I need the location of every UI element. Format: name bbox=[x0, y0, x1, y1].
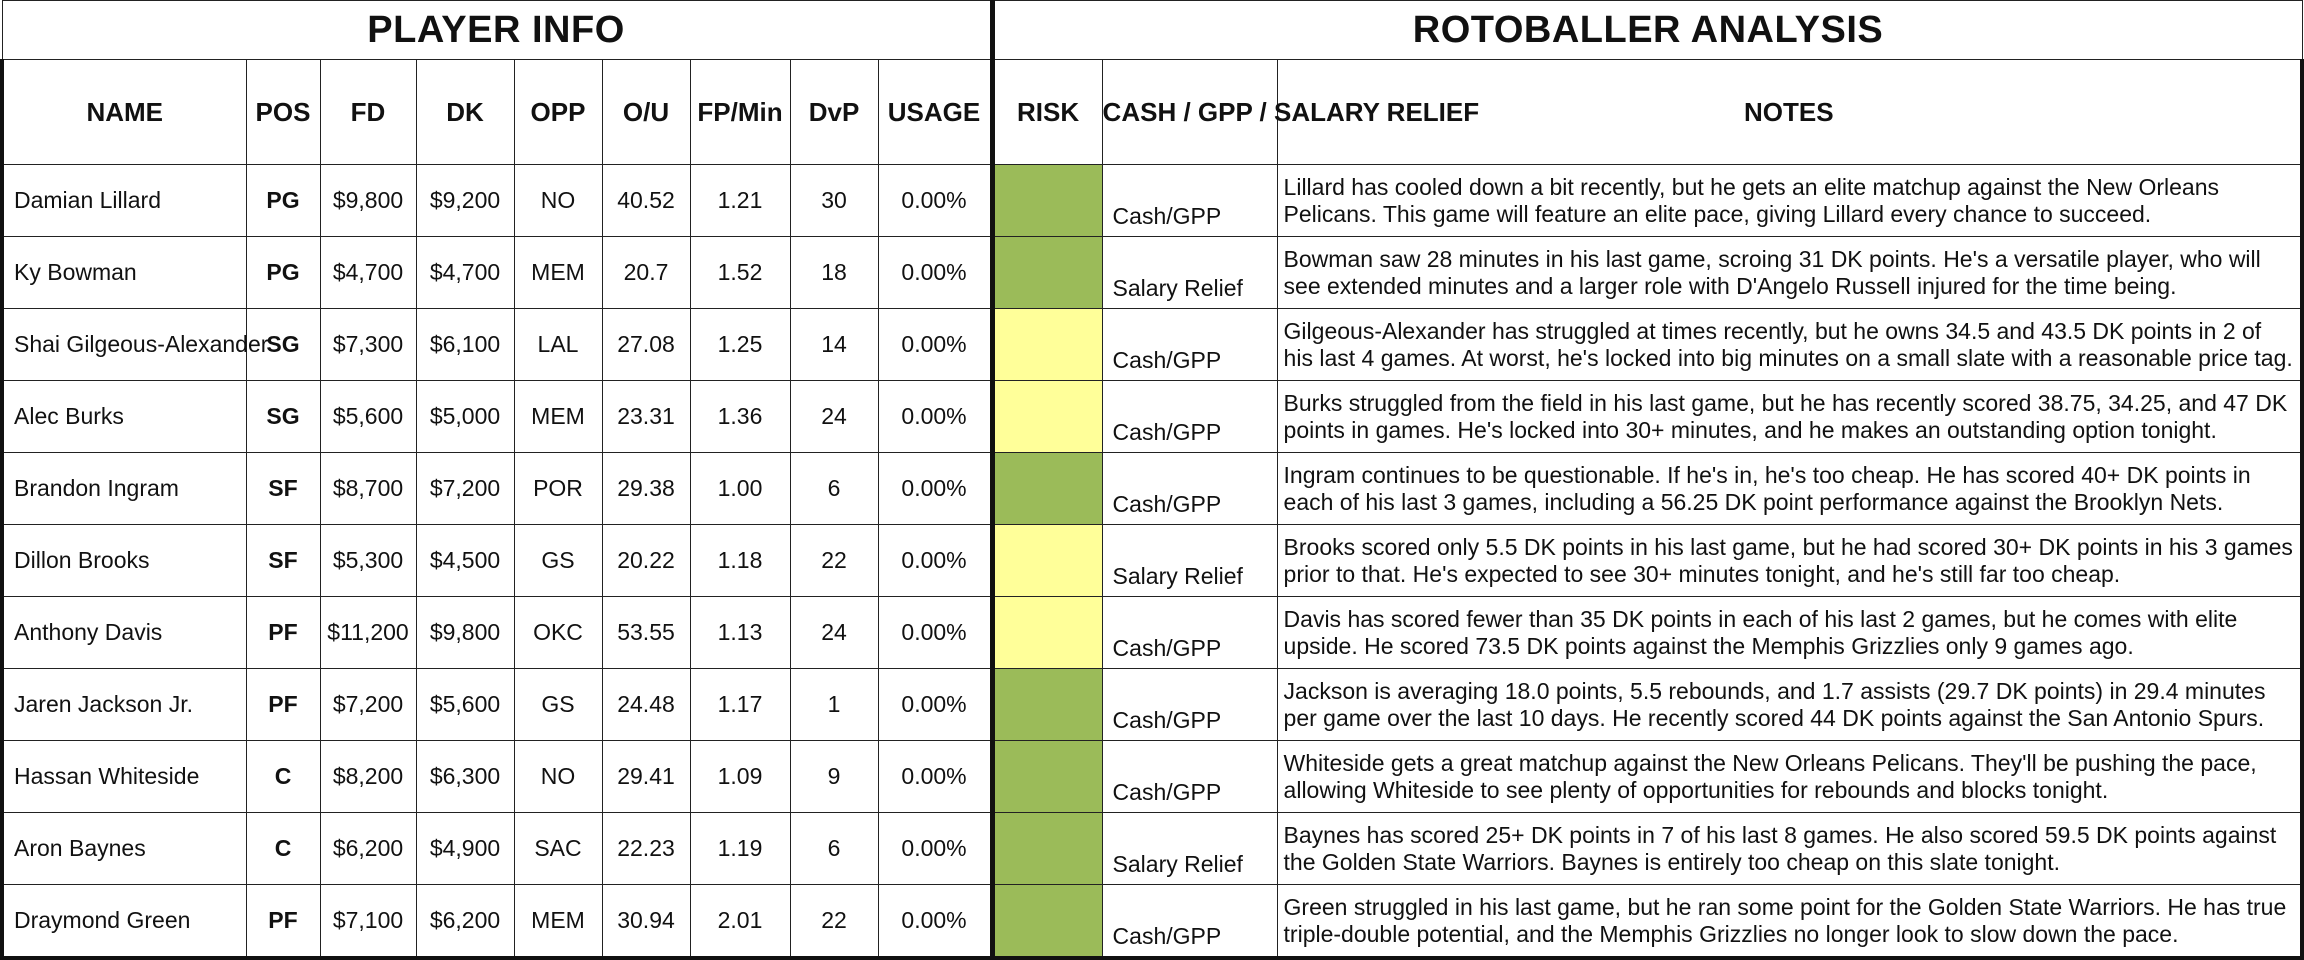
player-name: Aron Baynes bbox=[2, 813, 246, 885]
fd-salary: $7,200 bbox=[320, 669, 416, 741]
risk-fill bbox=[995, 597, 1102, 668]
table-row bbox=[2, 381, 2302, 453]
dvp-rank: 24 bbox=[790, 597, 878, 669]
risk-indicator bbox=[992, 597, 1102, 669]
risk-indicator bbox=[992, 453, 1102, 525]
risk-indicator bbox=[992, 813, 1102, 885]
dvp-rank: 14 bbox=[790, 309, 878, 381]
player-name: Damian Lillard bbox=[2, 165, 246, 237]
player-position: SG bbox=[246, 381, 320, 453]
dvp-rank: 6 bbox=[790, 453, 878, 525]
table-row bbox=[2, 813, 2302, 885]
risk-indicator bbox=[992, 237, 1102, 309]
risk-indicator bbox=[992, 381, 1102, 453]
risk-fill bbox=[995, 669, 1102, 740]
dvp-rank: 30 bbox=[790, 165, 878, 237]
strategy-tag: Cash/GPP bbox=[1102, 885, 1277, 959]
strategy-tag: Cash/GPP bbox=[1102, 165, 1277, 237]
over-under: 20.22 bbox=[602, 525, 690, 597]
fp-per-min: 1.52 bbox=[690, 237, 790, 309]
analysis-notes: Bowman saw 28 minutes in his last game, scroing 31 DK points. He's a versatile player, who will see extended minutes and a larger role with D'Angelo Russell injured for the time being. bbox=[1277, 237, 2302, 309]
strategy-tag: Salary Relief bbox=[1102, 237, 1277, 309]
fd-salary: $6,200 bbox=[320, 813, 416, 885]
col-header-notes: NOTES bbox=[1277, 60, 2302, 165]
strategy-tag: Cash/GPP bbox=[1102, 669, 1277, 741]
risk-indicator bbox=[992, 741, 1102, 813]
usage-rate: 0.00% bbox=[878, 597, 992, 669]
strategy-tag: Cash/GPP bbox=[1102, 741, 1277, 813]
col-header-fd: FD bbox=[320, 60, 416, 165]
strategy-tag: Salary Relief bbox=[1102, 525, 1277, 597]
player-name: Dillon Brooks bbox=[2, 525, 246, 597]
column-header-row bbox=[2, 60, 2302, 165]
dvp-rank: 9 bbox=[790, 741, 878, 813]
fd-salary: $9,800 bbox=[320, 165, 416, 237]
over-under: 30.94 bbox=[602, 885, 690, 959]
dk-salary: $4,700 bbox=[416, 237, 514, 309]
dvp-rank: 24 bbox=[790, 381, 878, 453]
col-header-name: NAME bbox=[2, 60, 246, 165]
fp-per-min: 1.09 bbox=[690, 741, 790, 813]
fd-salary: $4,700 bbox=[320, 237, 416, 309]
fd-salary: $7,100 bbox=[320, 885, 416, 959]
usage-rate: 0.00% bbox=[878, 741, 992, 813]
risk-fill bbox=[995, 381, 1102, 452]
dvp-rank: 22 bbox=[790, 885, 878, 959]
player-position: PG bbox=[246, 165, 320, 237]
fd-salary: $8,700 bbox=[320, 453, 416, 525]
strategy-tag: Cash/GPP bbox=[1102, 597, 1277, 669]
usage-rate: 0.00% bbox=[878, 453, 992, 525]
over-under: 29.38 bbox=[602, 453, 690, 525]
player-info-header: PLAYER INFO bbox=[2, 1, 992, 60]
col-header-risk: RISK bbox=[992, 60, 1102, 165]
fp-per-min: 1.25 bbox=[690, 309, 790, 381]
col-header-pos: POS bbox=[246, 60, 320, 165]
analysis-notes: Davis has scored fewer than 35 DK points in each of his last 2 games, but he comes with elite upside. He scored 73.5 DK points against the Memphis Grizzlies only 9 games ago. bbox=[1277, 597, 2302, 669]
dvp-rank: 6 bbox=[790, 813, 878, 885]
table-row bbox=[2, 309, 2302, 381]
analysis-notes: Whiteside gets a great matchup against the New Orleans Pelicans. They'll be pushing the pace, allowing Whiteside to see plenty of opportunities for rebounds and blocks tonight. bbox=[1277, 741, 2302, 813]
player-position: C bbox=[246, 813, 320, 885]
table-row bbox=[2, 885, 2302, 959]
table-row bbox=[2, 453, 2302, 525]
player-position: PG bbox=[246, 237, 320, 309]
player-name: Alec Burks bbox=[2, 381, 246, 453]
usage-rate: 0.00% bbox=[878, 309, 992, 381]
risk-fill bbox=[995, 309, 1102, 380]
over-under: 27.08 bbox=[602, 309, 690, 381]
dk-salary: $9,200 bbox=[416, 165, 514, 237]
analysis-notes: Lillard has cooled down a bit recently, but he gets an elite matchup against the New Orleans Pelicans. This game will feature an elite pace, giving Lillard every chance to succeed. bbox=[1277, 165, 2302, 237]
analysis-notes: Green struggled in his last game, but he ran some point for the Golden State Warriors. He has true triple-double potential, and the Memphis Grizzlies no longer look to slow down the pace. bbox=[1277, 885, 2302, 959]
dk-salary: $7,200 bbox=[416, 453, 514, 525]
fp-per-min: 1.21 bbox=[690, 165, 790, 237]
fp-per-min: 1.36 bbox=[690, 381, 790, 453]
col-header-ou: O/U bbox=[602, 60, 690, 165]
risk-fill bbox=[995, 741, 1102, 812]
fp-per-min: 1.18 bbox=[690, 525, 790, 597]
over-under: 22.23 bbox=[602, 813, 690, 885]
usage-rate: 0.00% bbox=[878, 525, 992, 597]
fd-salary: $7,300 bbox=[320, 309, 416, 381]
over-under: 29.41 bbox=[602, 741, 690, 813]
player-position: C bbox=[246, 741, 320, 813]
analysis-notes: Jackson is averaging 18.0 points, 5.5 rebounds, and 1.7 assists (29.7 DK points) in 29.4 minutes per game over the last 10 days. He recently scored 44 DK points against the San Antonio Spurs. bbox=[1277, 669, 2302, 741]
risk-fill bbox=[995, 525, 1102, 596]
section-header-row bbox=[2, 1, 2302, 60]
opponent: POR bbox=[514, 453, 602, 525]
table-row bbox=[2, 165, 2302, 237]
player-position: PF bbox=[246, 669, 320, 741]
fp-per-min: 1.19 bbox=[690, 813, 790, 885]
col-header-strategy: CASH / GPP / SALARY RELIEF bbox=[1102, 60, 1277, 165]
opponent: NO bbox=[514, 741, 602, 813]
risk-fill bbox=[995, 885, 1102, 956]
col-header-usage: USAGE bbox=[878, 60, 992, 165]
risk-fill bbox=[995, 453, 1102, 524]
usage-rate: 0.00% bbox=[878, 237, 992, 309]
fd-salary: $8,200 bbox=[320, 741, 416, 813]
fd-salary: $5,600 bbox=[320, 381, 416, 453]
player-position: SF bbox=[246, 525, 320, 597]
dk-salary: $4,900 bbox=[416, 813, 514, 885]
dvp-rank: 18 bbox=[790, 237, 878, 309]
usage-rate: 0.00% bbox=[878, 165, 992, 237]
usage-rate: 0.00% bbox=[878, 381, 992, 453]
risk-fill bbox=[995, 237, 1102, 308]
fd-salary: $5,300 bbox=[320, 525, 416, 597]
fd-salary: $11,200 bbox=[320, 597, 416, 669]
player-position: SG bbox=[246, 309, 320, 381]
usage-rate: 0.00% bbox=[878, 669, 992, 741]
analysis-notes: Brooks scored only 5.5 DK points in his last game, but he had scored 30+ DK points in his 3 games prior to that. He's expected to see 30+ minutes tonight, and he's still far too cheap. bbox=[1277, 525, 2302, 597]
analysis-notes: Baynes has scored 25+ DK points in 7 of his last 8 games. He also scored 59.5 DK points against the Golden State Warriors. Baynes is entirely too cheap on this slate tonight. bbox=[1277, 813, 2302, 885]
risk-indicator bbox=[992, 669, 1102, 741]
fp-per-min: 1.17 bbox=[690, 669, 790, 741]
player-name: Shai Gilgeous-Alexander bbox=[2, 309, 246, 381]
dvp-rank: 1 bbox=[790, 669, 878, 741]
usage-rate: 0.00% bbox=[878, 813, 992, 885]
opponent: LAL bbox=[514, 309, 602, 381]
analysis-header: ROTOBALLER ANALYSIS bbox=[992, 1, 2302, 60]
player-name: Brandon Ingram bbox=[2, 453, 246, 525]
player-rows bbox=[2, 165, 2302, 959]
fp-per-min: 1.13 bbox=[690, 597, 790, 669]
col-header-opp: OPP bbox=[514, 60, 602, 165]
over-under: 24.48 bbox=[602, 669, 690, 741]
player-position: PF bbox=[246, 597, 320, 669]
over-under: 23.31 bbox=[602, 381, 690, 453]
col-header-dk: DK bbox=[416, 60, 514, 165]
table-row bbox=[2, 597, 2302, 669]
dk-salary: $4,500 bbox=[416, 525, 514, 597]
table-row bbox=[2, 741, 2302, 813]
player-position: PF bbox=[246, 885, 320, 959]
over-under: 40.52 bbox=[602, 165, 690, 237]
analysis-notes: Burks struggled from the field in his last game, but he has recently scored 38.75, 34.25, and 47 DK points in games. He's locked into 30+ minutes, and he makes an outstanding option tonight. bbox=[1277, 381, 2302, 453]
analysis-notes: Ingram continues to be questionable. If he's in, he's too cheap. He has scored 40+ DK points in each of his last 3 games, including a 56.25 DK point performance against the Brooklyn Nets. bbox=[1277, 453, 2302, 525]
risk-indicator bbox=[992, 885, 1102, 959]
opponent: GS bbox=[514, 525, 602, 597]
strategy-tag: Cash/GPP bbox=[1102, 309, 1277, 381]
opponent: MEM bbox=[514, 885, 602, 959]
opponent: NO bbox=[514, 165, 602, 237]
dk-salary: $5,000 bbox=[416, 381, 514, 453]
opponent: MEM bbox=[514, 237, 602, 309]
risk-fill bbox=[995, 165, 1102, 236]
player-name: Anthony Davis bbox=[2, 597, 246, 669]
strategy-tag: Salary Relief bbox=[1102, 813, 1277, 885]
analysis-notes: Gilgeous-Alexander has struggled at times recently, but he owns 34.5 and 43.5 DK points in 2 of his last 4 games. At worst, he's locked into big minutes on a small slate with a reasonable price tag. bbox=[1277, 309, 2302, 381]
opponent: GS bbox=[514, 669, 602, 741]
risk-indicator bbox=[992, 165, 1102, 237]
dk-salary: $6,200 bbox=[416, 885, 514, 959]
risk-indicator bbox=[992, 525, 1102, 597]
table-row bbox=[2, 525, 2302, 597]
player-name: Ky Bowman bbox=[2, 237, 246, 309]
opponent: OKC bbox=[514, 597, 602, 669]
player-name: Jaren Jackson Jr. bbox=[2, 669, 246, 741]
usage-rate: 0.00% bbox=[878, 885, 992, 959]
risk-fill bbox=[995, 813, 1102, 884]
fp-per-min: 2.01 bbox=[690, 885, 790, 959]
dk-salary: $5,600 bbox=[416, 669, 514, 741]
player-name: Hassan Whiteside bbox=[2, 741, 246, 813]
dk-salary: $6,300 bbox=[416, 741, 514, 813]
dk-salary: $9,800 bbox=[416, 597, 514, 669]
table-row bbox=[2, 237, 2302, 309]
player-name: Draymond Green bbox=[2, 885, 246, 959]
opponent: MEM bbox=[514, 381, 602, 453]
strategy-tag: Cash/GPP bbox=[1102, 453, 1277, 525]
risk-indicator bbox=[992, 309, 1102, 381]
table-row bbox=[2, 669, 2302, 741]
dvp-rank: 22 bbox=[790, 525, 878, 597]
col-header-dvp: DvP bbox=[790, 60, 878, 165]
strategy-tag: Cash/GPP bbox=[1102, 381, 1277, 453]
opponent: SAC bbox=[514, 813, 602, 885]
dk-salary: $6,100 bbox=[416, 309, 514, 381]
player-position: SF bbox=[246, 453, 320, 525]
col-header-fpmin: FP/Min bbox=[690, 60, 790, 165]
over-under: 53.55 bbox=[602, 597, 690, 669]
fp-per-min: 1.00 bbox=[690, 453, 790, 525]
over-under: 20.7 bbox=[602, 237, 690, 309]
